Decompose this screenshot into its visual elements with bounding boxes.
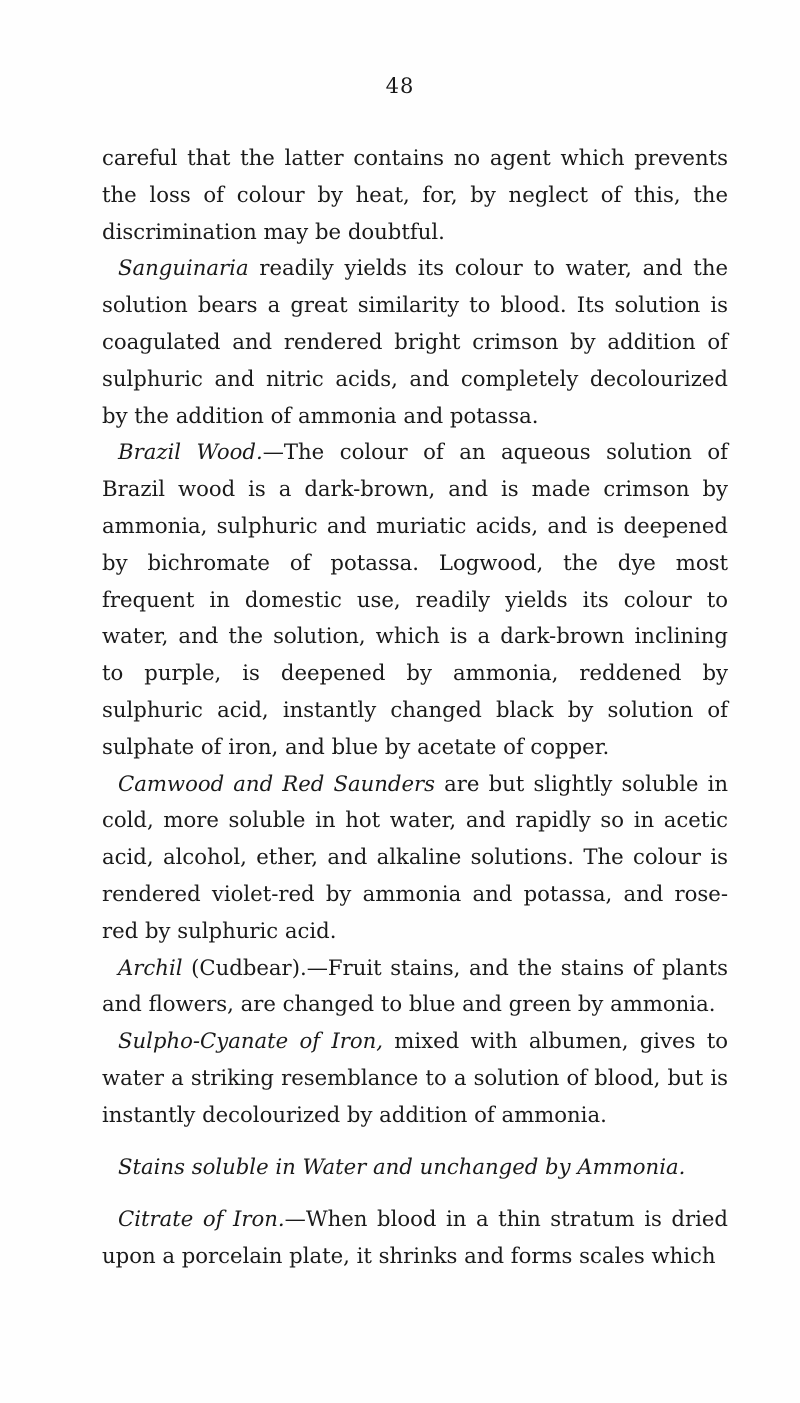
term-brazil-wood: Brazil Wood. bbox=[118, 439, 263, 465]
paragraph-archil bbox=[102, 950, 728, 1024]
term-camwood: Camwood and Red Saunders bbox=[118, 770, 436, 796]
term-archil: Archil bbox=[118, 954, 183, 980]
body-text bbox=[102, 140, 728, 1275]
paragraph-text: —When blood in a thin stratum is dried upon a porcelain plate, it shrinks and forms scales which bbox=[102, 1206, 728, 1269]
paragraph-camwood bbox=[102, 766, 728, 950]
paragraph-text: (Cudbear).—Fruit stains, and the stains of plants and flowers, are changed to blue and green by ammonia. bbox=[102, 954, 728, 1017]
paragraph-text: careful that the latter contains no agent which prevents the loss of colour by heat, for, by neglect of this, the discrimination may be doubtful. bbox=[102, 145, 728, 244]
section-heading: Stains soluble in Water and unchanged by Ammonia. bbox=[118, 1153, 686, 1179]
paragraph-brazil-wood bbox=[102, 434, 728, 765]
paragraph-text: mixed with albumen, gives to water a striking resemblance to a solution of blood, but is instantly decolourized by addition of ammonia. bbox=[102, 1028, 728, 1127]
paragraph-sulpho-cyanate bbox=[102, 1023, 728, 1133]
page-number: 48 bbox=[385, 74, 415, 98]
term-citrate-of-iron: Citrate of Iron. bbox=[118, 1206, 285, 1232]
paragraph-sanguinaria bbox=[102, 250, 728, 434]
term-sanguinaria: Sanguinaria bbox=[118, 255, 249, 281]
paragraph-text: are but slightly soluble in cold, more soluble in hot water, and rapidly so in acetic acid, alcohol, ether, and alkaline solutions. The colour is rendered violet-red by ammonia and potassa, and rose-red by sulphuric acid. bbox=[102, 770, 728, 943]
paragraph-citrate-of-iron bbox=[102, 1201, 728, 1275]
paragraph-text: —The colour of an aqueous solution of Brazil wood is a dark-brown, and is made crimson by ammonia, sulphuric and muriatic acids, and is deepened by bichromate of potassa. Logwood, the dye most frequent in domestic use, readily yields its colour to water, and the solution, which is a dark-brown inclining to purple, is deepened by ammonia, reddened by sulphuric acid, instantly changed black by solution of sulphate of iron, and blue by acetate of copper. bbox=[102, 439, 728, 759]
paragraph-continuation bbox=[102, 140, 728, 250]
term-sulpho-cyanate: Sulpho-Cyanate of Iron, bbox=[118, 1028, 383, 1054]
paragraph-text: readily yields its colour to water, and the solution bears a great similarity to blood. Its solution is coagulated and rendered bright crimson by addition of sulphuric and nitric acids, and completely decolourized by the addition of ammonia and potassa. bbox=[102, 255, 728, 428]
